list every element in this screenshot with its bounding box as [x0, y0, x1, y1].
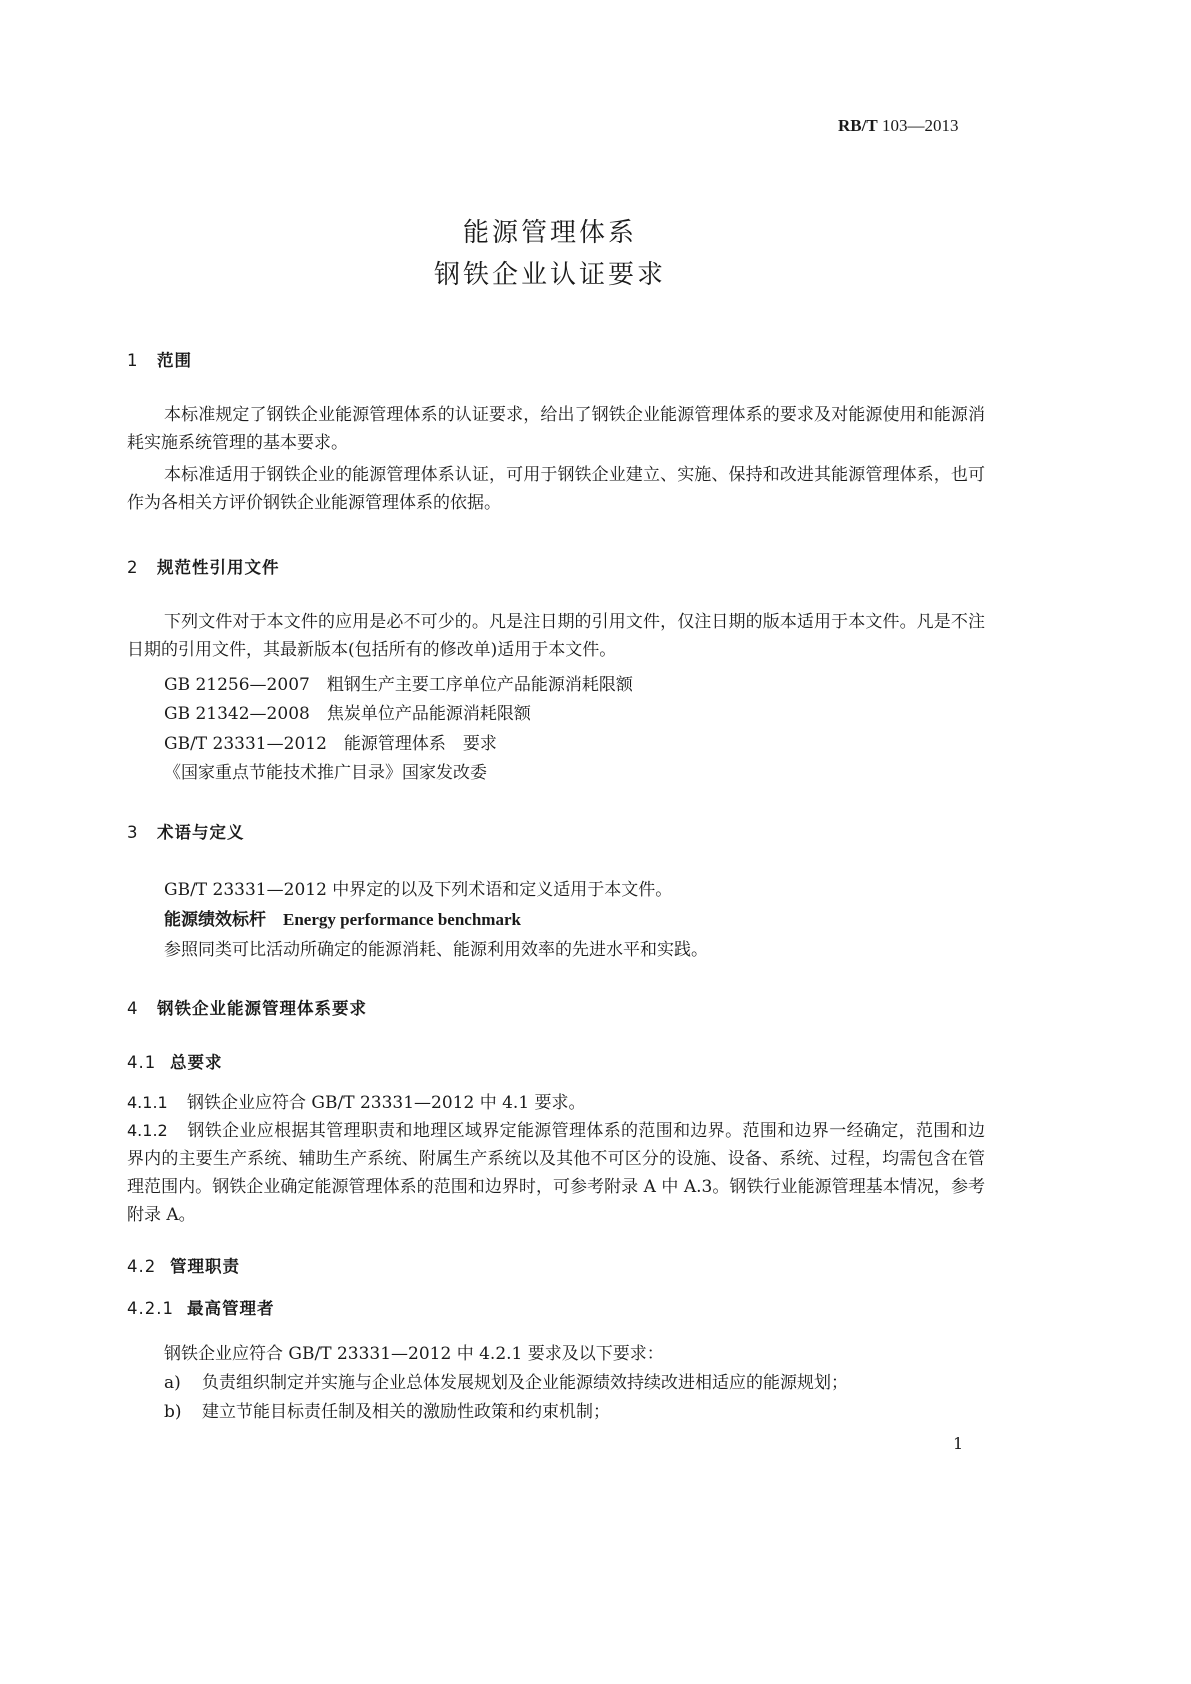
list-item-label: b) — [164, 1402, 182, 1422]
term-chinese: 能源绩效标杆 — [164, 910, 266, 930]
section-1-paragraph-1: 本标准规定了钢铁企业能源管理体系的认证要求，给出了钢铁企业能源管理体系的要求及对能源使用和能源消耗实施系统管理的基本要求。 — [127, 405, 985, 453]
clause-4-1-2-text: 钢铁企业应根据其管理职责和地理区域界定能源管理体系的范围和边界。范围和边界一经确定，范围和边界内的主要生产系统、辅助生产系统、附属生产系统以及其他不可区分的设施、设备、系统、过程，均需包含在管理范围内。钢铁企业确定能源管理体系的范围和边界时，可参考附录 A 中 A.3。钢铁行业能源管理基本情况，参考附录 A。 — [127, 1121, 985, 1225]
section-1-heading — [127, 347, 192, 371]
standard-code-prefix: RB/T — [838, 116, 878, 135]
list-item-text: 建立节能目标责任制及相关的激励性政策和约束机制； — [202, 1402, 610, 1422]
section-2-paragraph: 下列文件对于本文件的应用是必不可少的。凡是注日期的引用文件，仅注日期的版本适用于本文件。凡是不注日期的引用文件，其最新版本(包括所有的修改单)适用于本文件。 — [127, 612, 985, 660]
title-line-1: 能源管理体系 — [462, 218, 637, 248]
section-4-2-heading — [127, 1253, 240, 1277]
section-4-2-1-number: 4.2.1 — [127, 1299, 174, 1318]
section-3-title: 术语与定义 — [157, 823, 245, 842]
clause-4-1-1 — [127, 1089, 985, 1117]
section-4-2-1-heading — [127, 1295, 275, 1319]
reference-item: GB/T 23331—2012 能源管理体系 要求 — [164, 734, 497, 754]
title-line-2: 钢铁企业认证要求 — [433, 260, 666, 290]
list-item — [164, 1368, 848, 1393]
clause-4-1-2-number: 4.1.2 — [127, 1121, 168, 1140]
section-4-2-1-title: 最高管理者 — [187, 1299, 275, 1318]
section-1-number: 1 — [127, 351, 139, 370]
clause-4-2-1-intro: 钢铁企业应符合 GB/T 23331—2012 中 4.2.1 要求及以下要求： — [164, 1344, 664, 1364]
section-4-title: 钢铁企业能源管理体系要求 — [157, 999, 367, 1018]
section-4-heading — [127, 995, 367, 1019]
section-4-2-title: 管理职责 — [170, 1257, 240, 1276]
section-3-number: 3 — [127, 823, 139, 842]
clause-4-1-1-text: 钢铁企业应符合 GB/T 23331—2012 中 4.1 要求。 — [187, 1093, 586, 1113]
standard-code — [838, 116, 958, 136]
reference-item: GB 21256—2007 粗钢生产主要工序单位产品能源消耗限额 — [164, 675, 633, 695]
reference-item: 《国家重点节能技术推广目录》国家发改委 — [164, 763, 487, 783]
list-item-text: 负责组织制定并实施与企业总体发展规划及企业能源绩效持续改进相适应的能源规划； — [202, 1373, 848, 1393]
term-english: Energy performance benchmark — [283, 910, 521, 929]
section-3-heading — [127, 819, 245, 843]
standard-code-number: 103—2013 — [881, 116, 959, 135]
section-4-2-number: 4.2 — [127, 1257, 157, 1276]
section-2-number: 2 — [127, 558, 139, 577]
term-definition: 参照同类可比活动所确定的能源消耗、能源利用效率的先进水平和实践。 — [164, 940, 708, 960]
clause-4-1-1-number: 4.1.1 — [127, 1093, 168, 1112]
section-2-heading — [127, 554, 280, 578]
clause-4-1-2 — [127, 1117, 985, 1229]
list-item-label: a) — [164, 1373, 181, 1393]
term-heading — [164, 905, 521, 930]
section-4-1-heading — [127, 1049, 223, 1073]
section-1-paragraph-2: 本标准适用于钢铁企业的能源管理体系认证，可用于钢铁企业建立、实施、保持和改进其能源管理体系，也可作为各相关方评价钢铁企业能源管理体系的依据。 — [127, 465, 985, 513]
list-item — [164, 1397, 610, 1422]
page-number: 1 — [953, 1434, 964, 1453]
section-3-intro: GB/T 23331—2012 中界定的以及下列术语和定义适用于本文件。 — [164, 880, 673, 900]
section-2-title: 规范性引用文件 — [157, 558, 280, 577]
reference-item: GB 21342—2008 焦炭单位产品能源消耗限额 — [164, 704, 531, 724]
section-4-number: 4 — [127, 999, 139, 1018]
section-4-1-number: 4.1 — [127, 1053, 157, 1072]
section-1-title: 范围 — [157, 351, 192, 370]
section-4-1-title: 总要求 — [170, 1053, 223, 1072]
